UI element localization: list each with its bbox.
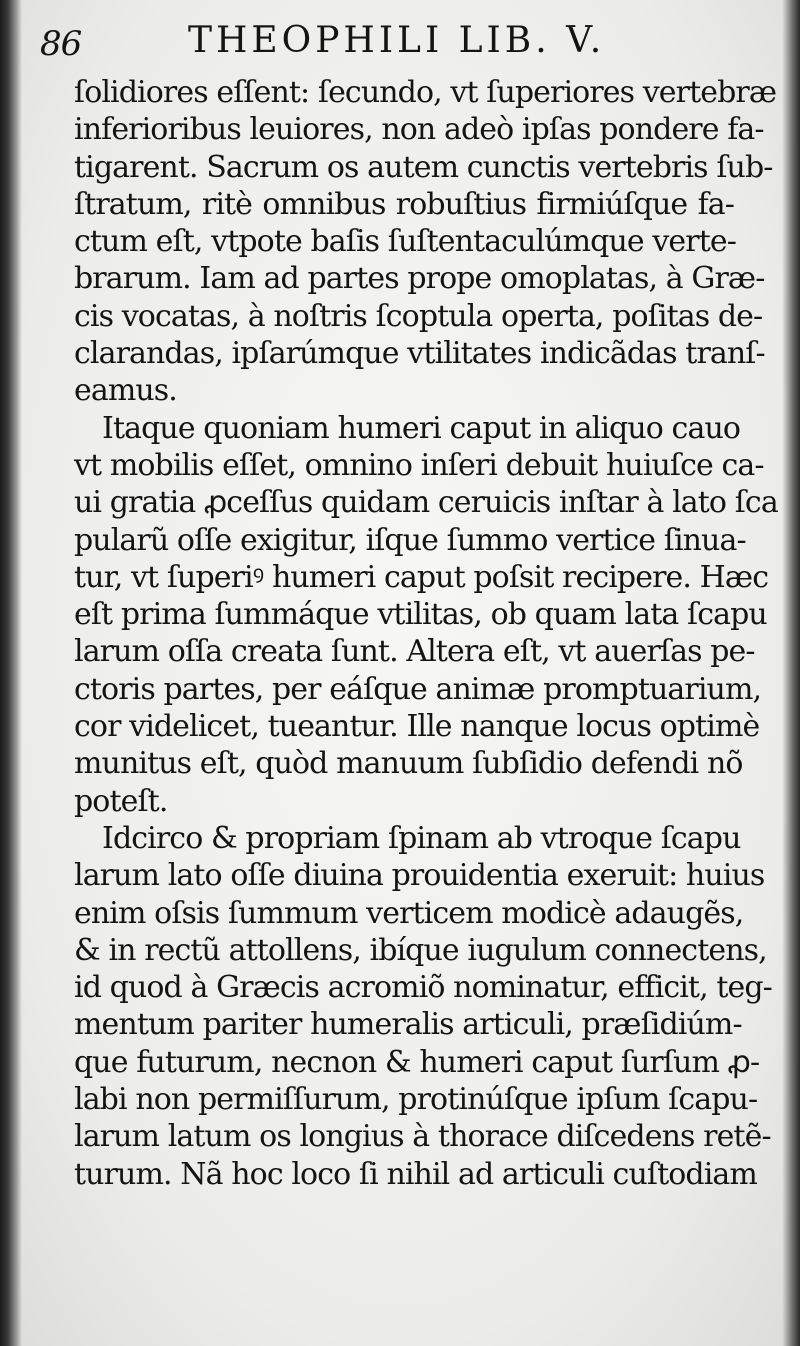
text-line: brarum. Iam ad partes prope omoplatas, à Græ- bbox=[74, 261, 765, 297]
page-header bbox=[40, 18, 760, 74]
text-line: inferioribus leuiores, non adeò ipſas pondere fa- bbox=[74, 112, 764, 148]
paragraph-end-line: poteſt. bbox=[74, 783, 168, 819]
text-line: ctum eſt, vtpote baſis ſuſtentaculúmque verte- bbox=[74, 224, 736, 260]
running-head: THEOPHILI LIB. V. bbox=[188, 20, 606, 61]
text-line: munitus eſt, quòd manuum ſubſidio defendi nõ bbox=[74, 746, 743, 782]
text-line: ſolidiores eſſent: ſecundo, vt ſuperiores vertebræ bbox=[74, 75, 777, 110]
body-text bbox=[74, 74, 778, 1193]
text-line: clarandas, ipſarúmque vtilitates indicãdas tranſ- bbox=[74, 336, 765, 372]
text-line: id quod à Græcis acromiõ nominatur, efficit, teg- bbox=[74, 970, 772, 1006]
text-line: tur, vt ſuperiꝰ humeri caput poſsit recipere. Hæc bbox=[74, 559, 769, 595]
text-line: larum latum os longius à thorace diſcedens retẽ- bbox=[74, 1119, 771, 1155]
paragraph-start-line: Itaque quoniam humeri caput in aliquo cauo bbox=[102, 410, 741, 446]
text-line: pularũ oſſe exigitur, iſque ſummo vertice ſinua- bbox=[74, 522, 746, 558]
paragraph-end-line: eamus. bbox=[74, 373, 177, 409]
text-line: tigarent. Sacrum os autem cunctis vertebris ſub- bbox=[74, 149, 773, 185]
page-number: 86 bbox=[40, 24, 82, 64]
text-line: ſtratum, ritè omnibus robuſtius firmiúſque fa- bbox=[74, 186, 734, 222]
paragraph-start-line: Idcirco & propriam ſpinam ab vtroque ſcapu bbox=[102, 820, 741, 856]
text-line: labi non permiſſurum, protinúſque ipſum ſcapu- bbox=[74, 1082, 758, 1118]
text-line: enim oſsis ſummum verticem modicè adaugẽs, bbox=[74, 895, 744, 931]
text-line: ctoris partes, per eáſque animæ promptuarium, bbox=[74, 671, 762, 707]
text-line: larum lato oſſe diuina prouidentia exeruit: huius bbox=[74, 858, 765, 894]
text-line: cor videlicet, tueantur. Ille nanque locus optimè bbox=[74, 709, 760, 745]
page-edge-right bbox=[782, 0, 800, 1346]
text-line: larum oſſa creata ſunt. Altera eſt, vt auerſas pe- bbox=[74, 634, 755, 670]
text-line: cis vocatas, à noſtris ſcoptula operta, poſitas de- bbox=[74, 298, 763, 334]
text-line: vt mobilis eſſet, omnino inſeri debuit huiuſce ca- bbox=[74, 447, 764, 483]
text-line: eſt prima ſummáque vtilitas, ob quam lata ſcapu bbox=[74, 597, 767, 633]
text-line: & in rectũ attollens, ibíque iugulum connectens, bbox=[74, 932, 767, 968]
text-line: que futurum, necnon & humeri caput ſurſum ꝓ- bbox=[74, 1044, 760, 1080]
binding-shadow-left bbox=[0, 0, 22, 1346]
text-line: mentum pariter humeralis articuli, præſidiúm- bbox=[74, 1007, 742, 1043]
text-line: ui gratia ꝓceſſus quidam ceruicis inſtar à lato ſca bbox=[74, 485, 778, 521]
text-line: turum. Nã hoc loco ſi nihil ad articuli cuſtodiam bbox=[74, 1156, 757, 1192]
